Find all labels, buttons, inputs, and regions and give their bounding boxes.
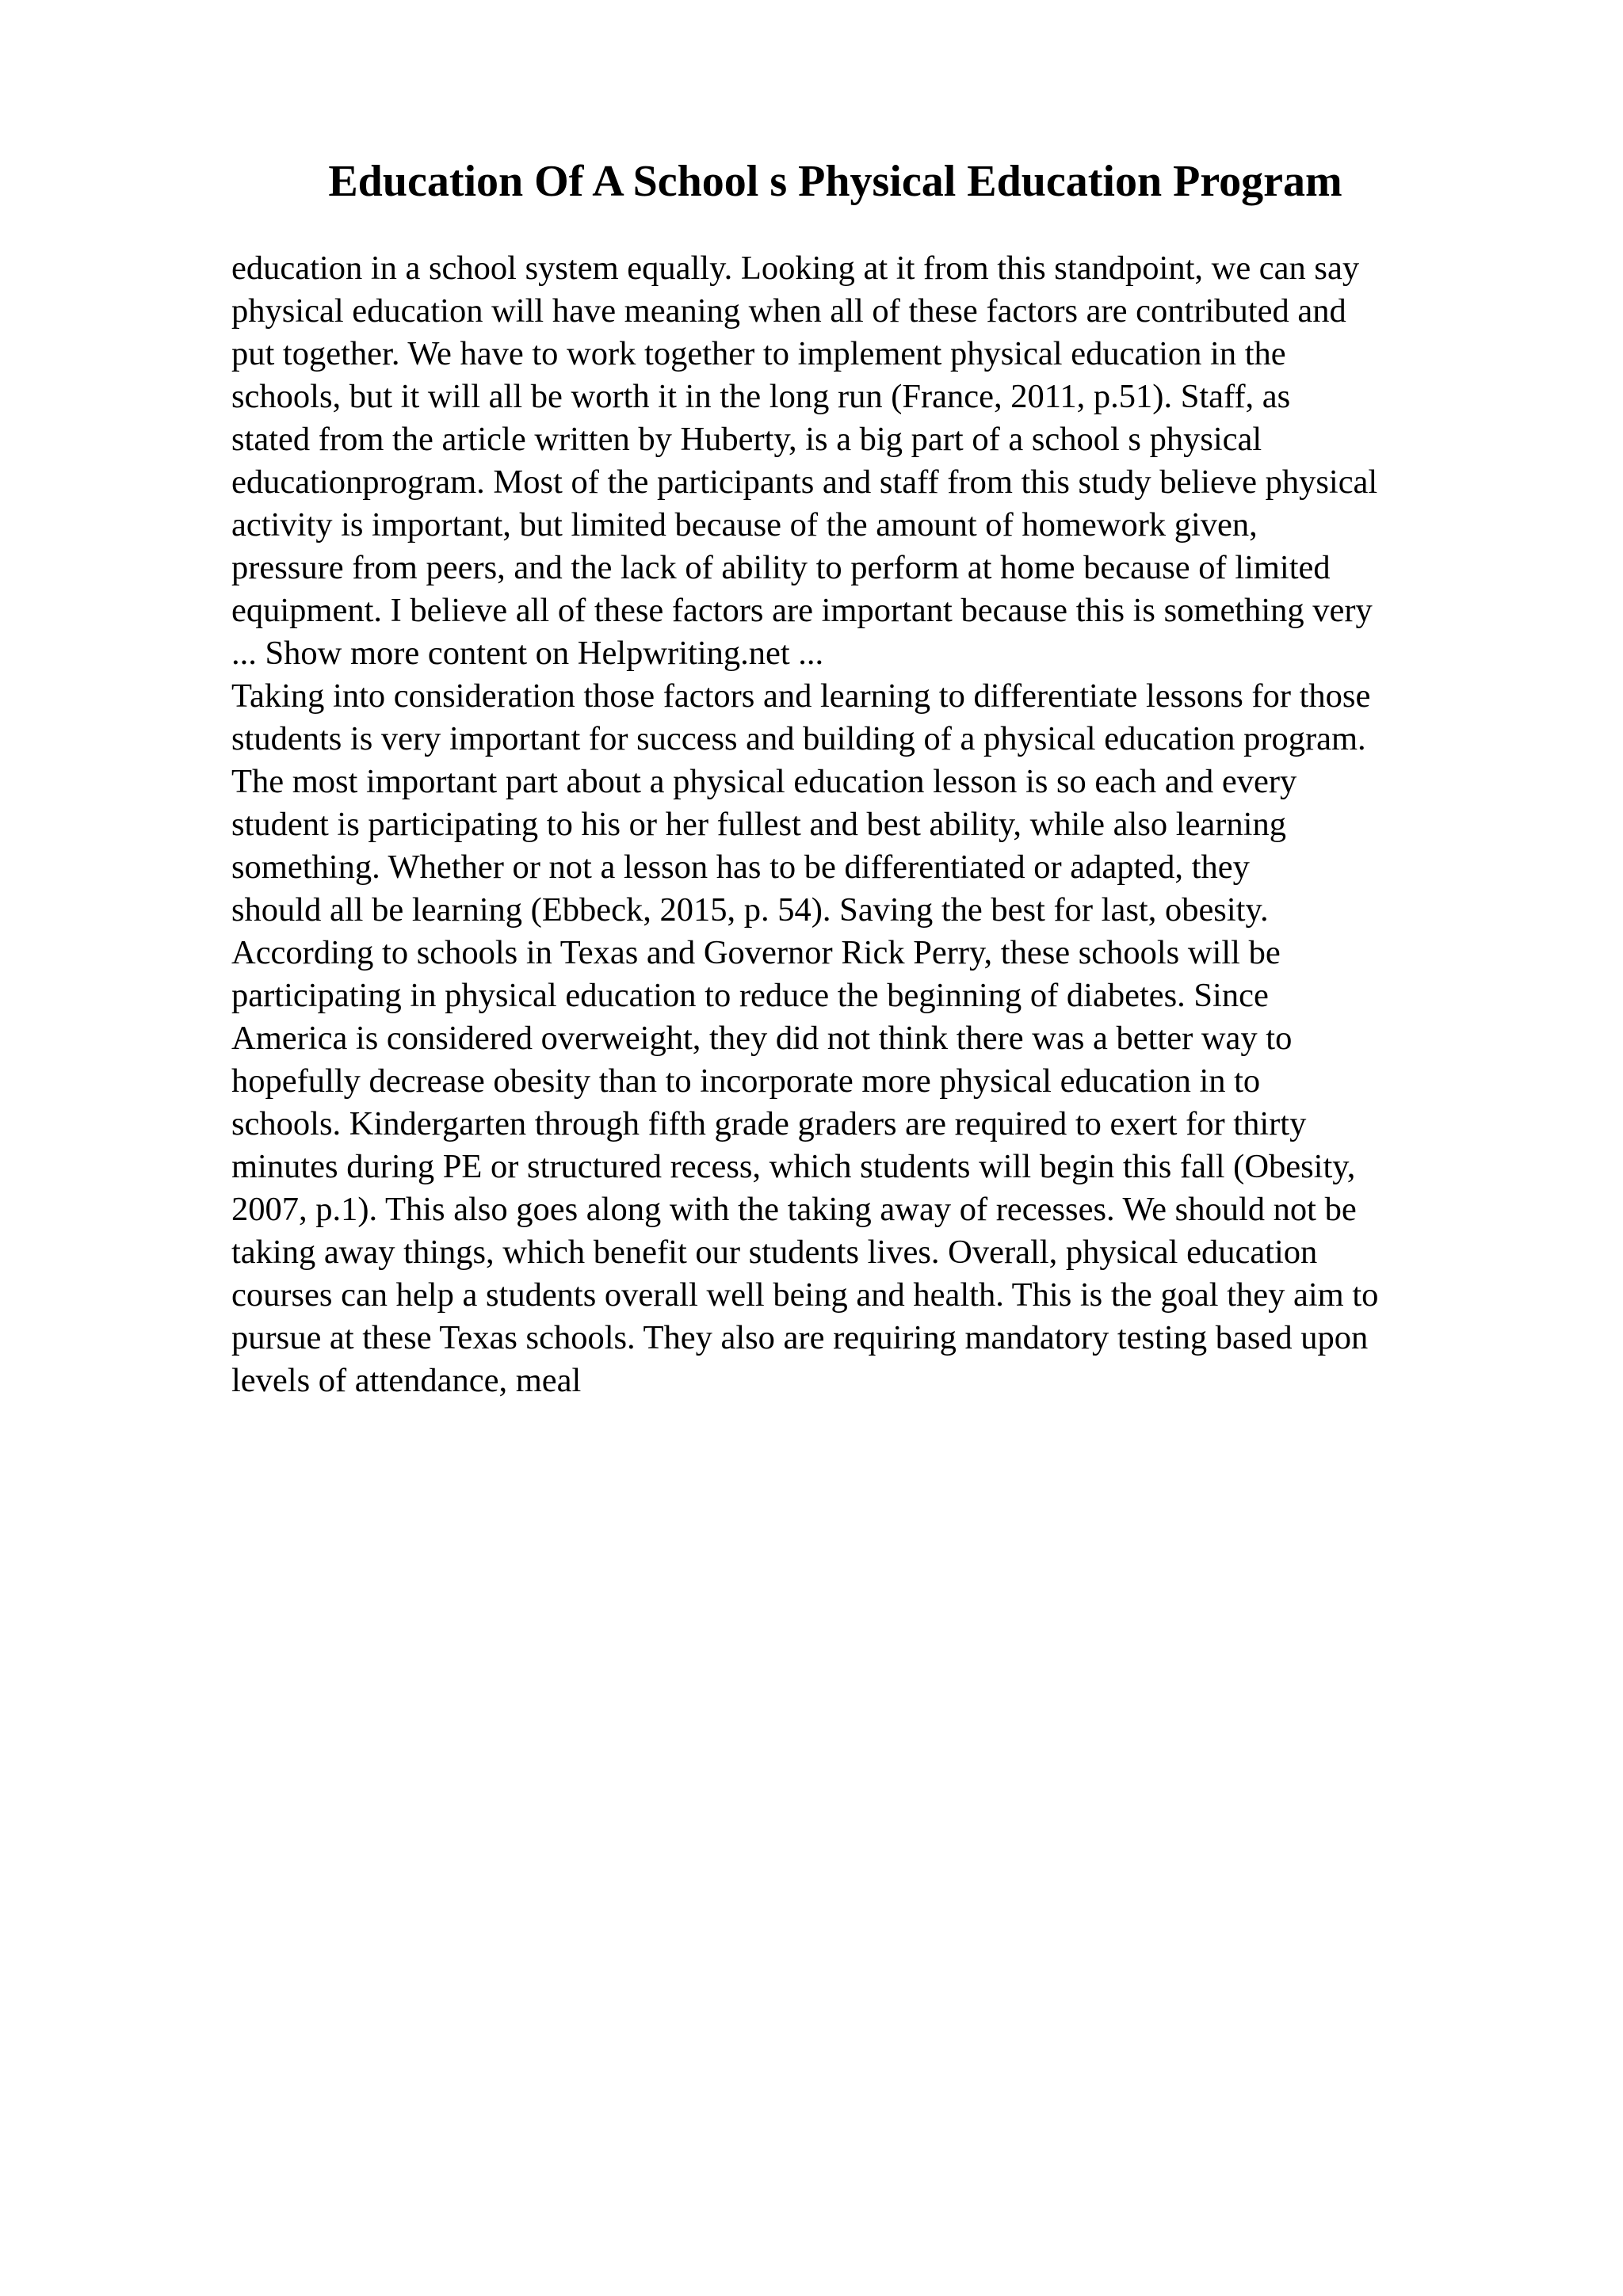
- body-line: something. Whether or not a lesson has to be differentiated or adapted, they: [231, 849, 1250, 886]
- body-line: schools. Kindergarten through fifth grade graders are required to exert for thirty: [231, 1105, 1307, 1142]
- body-line: America is considered overweight, they did not think there was a better way to: [231, 1020, 1293, 1057]
- body-line: The most important part about a physical education lesson is so each and every: [231, 763, 1297, 800]
- body-line: should all be learning (Ebbeck, 2015, p. 54). Saving the best for last, obesity.: [231, 891, 1269, 929]
- body-line: activity is important, but limited because of the amount of homework given,: [231, 506, 1258, 543]
- body-line: student is participating to his or her fullest and best ability, while also learning: [231, 806, 1286, 843]
- body-line: minutes during PE or structured recess, which students will begin this fall (Obesity,: [231, 1148, 1356, 1185]
- body-line: education in a school system equally. Looking at it from this standpoint, we can say: [231, 250, 1360, 287]
- body-line: stated from the article written by Huberty, is a big part of a school s physical: [231, 421, 1262, 458]
- body-line: physical education will have meaning when all of these factors are contributed and: [231, 292, 1346, 330]
- body-line: educationprogram. Most of the participants and staff from this study believe physical: [231, 463, 1378, 501]
- body-line: Taking into consideration those factors and learning to differentiate lessons for those: [231, 677, 1371, 715]
- body-line: pressure from peers, and the lack of ability to perform at home because of limited: [231, 549, 1331, 586]
- document-body: [231, 247, 1515, 1402]
- body-line: equipment. I believe all of these factors are important because this is something very: [231, 592, 1373, 629]
- show-more-link[interactable]: ... Show more content on Helpwriting.net ...: [231, 635, 824, 672]
- body-line: hopefully decrease obesity than to incorporate more physical education in to: [231, 1062, 1261, 1100]
- body-line: schools, but it will all be worth it in the long run (France, 2011, p.51). Staff, as: [231, 378, 1291, 415]
- body-line: students is very important for success and building of a physical education program.: [231, 720, 1366, 757]
- body-line: pursue at these Texas schools. They also are requiring mandatory testing based upon: [231, 1319, 1369, 1356]
- body-line: levels of attendance, meal: [231, 1362, 582, 1399]
- body-line: 2007, p.1). This also goes along with the taking away of recesses. We should not be: [231, 1191, 1357, 1228]
- body-line: courses can help a students overall well being and health. This is the goal they aim to: [231, 1276, 1379, 1314]
- document-title: Education Of A School s Physical Education Program: [328, 157, 1342, 206]
- body-line: taking away things, which benefit our students lives. Overall, physical education: [231, 1234, 1318, 1271]
- body-line: participating in physical education to reduce the beginning of diabetes. Since: [231, 977, 1269, 1014]
- body-line: According to schools in Texas and Governor Rick Perry, these schools will be: [231, 934, 1281, 971]
- body-line: put together. We have to work together to implement physical education in the: [231, 335, 1286, 372]
